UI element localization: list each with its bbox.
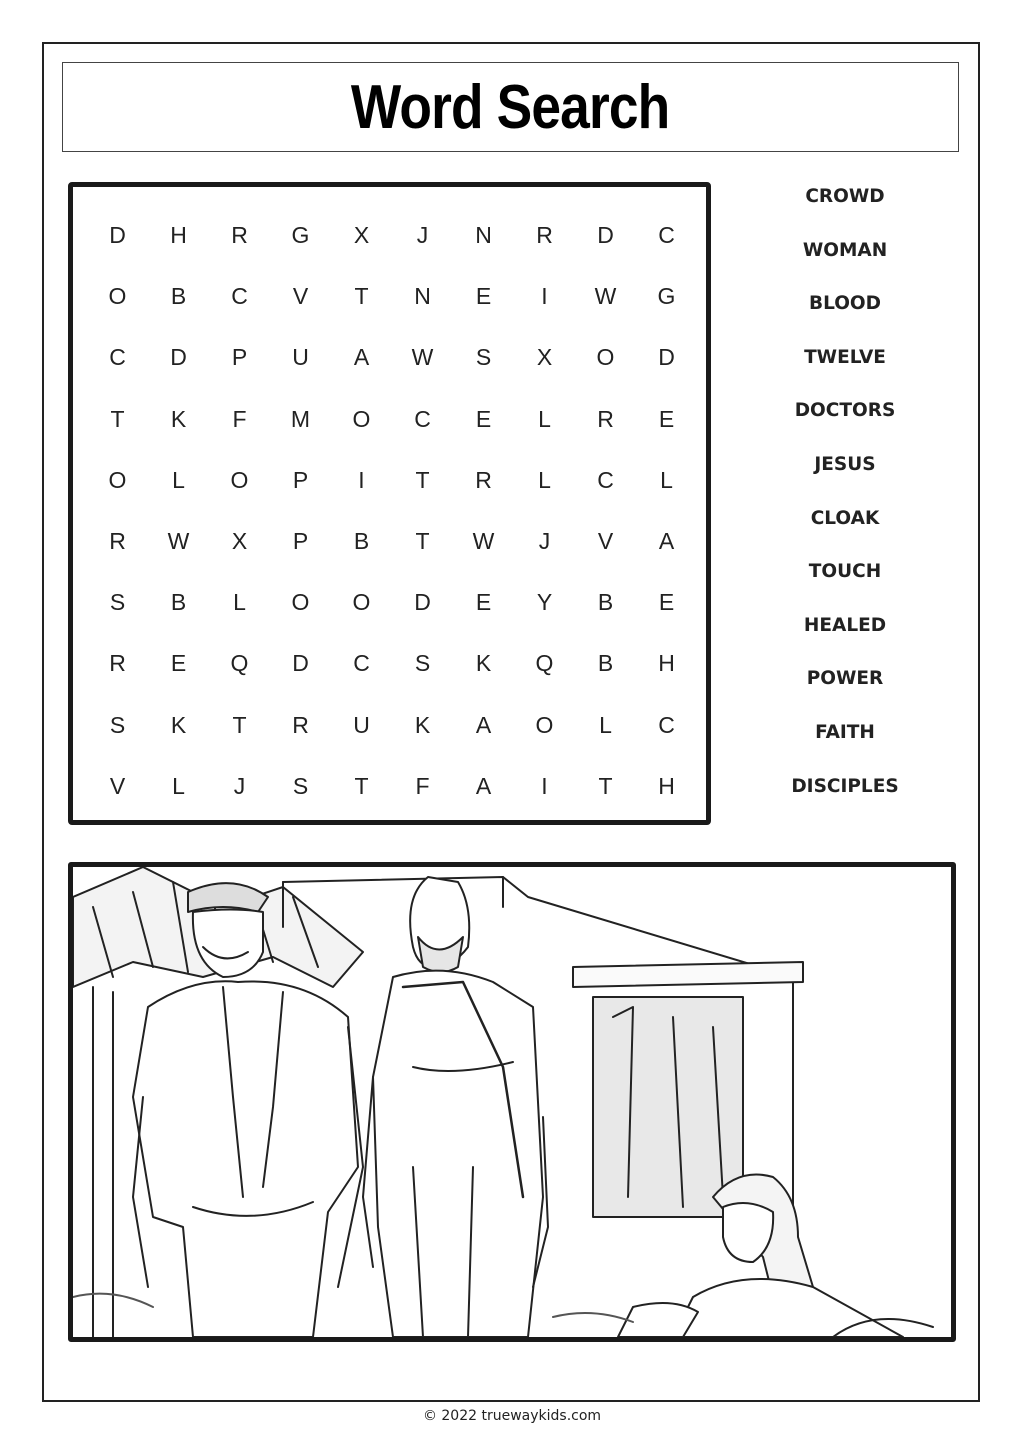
illustration-panel xyxy=(68,862,956,1342)
word-list-item: CLOAK xyxy=(810,507,880,529)
grid-cell: C xyxy=(353,650,370,677)
grid-cell: R xyxy=(536,222,553,248)
grid-cell: O xyxy=(230,466,249,493)
grid-cell: E xyxy=(658,405,675,432)
grid-cell: R xyxy=(109,527,126,554)
word-list-item: JESUS xyxy=(814,453,876,475)
grid-cell: F xyxy=(415,772,430,799)
grid-cell: E xyxy=(475,405,492,432)
grid-cell: W xyxy=(167,527,190,554)
grid-cell: L xyxy=(172,772,185,799)
grid-cell: B xyxy=(170,283,187,310)
grid-cell: L xyxy=(538,466,551,493)
grid-cell: M xyxy=(290,405,311,432)
grid-cell: C xyxy=(658,222,675,248)
grid-cell: O xyxy=(108,283,127,310)
word-list-item: WOMAN xyxy=(802,239,888,261)
grid-cell: T xyxy=(354,283,369,310)
grid-cell: E xyxy=(170,650,187,677)
grid-cell: D xyxy=(414,589,431,616)
grid-cell: L xyxy=(660,466,673,493)
grid-cell: G xyxy=(657,283,676,310)
grid-cell: B xyxy=(353,527,370,554)
coloring-illustration xyxy=(73,867,951,1337)
grid-cell: E xyxy=(475,589,492,616)
grid-cell: R xyxy=(109,650,126,677)
grid-cell: O xyxy=(535,711,554,738)
grid-cell: D xyxy=(658,344,675,371)
grid-cell: Y xyxy=(536,589,553,616)
grid-cell: W xyxy=(411,344,434,371)
grid-cell: L xyxy=(172,466,185,493)
grid-cell: R xyxy=(597,405,614,432)
grid-cell: C xyxy=(597,466,614,493)
grid-cell: C xyxy=(231,283,248,310)
grid-cell: O xyxy=(108,466,127,493)
word-list-item: POWER xyxy=(806,668,884,690)
grid-cell: S xyxy=(109,711,126,738)
grid-cell: S xyxy=(475,344,492,371)
grid-cell: B xyxy=(170,589,187,616)
grid-cell: D xyxy=(109,222,126,248)
page-title: Word Search xyxy=(351,73,670,142)
grid-cell: P xyxy=(292,466,309,493)
grid-cell: O xyxy=(352,405,371,432)
grid-cell: D xyxy=(597,222,614,248)
grid-cell: T xyxy=(415,527,430,554)
word-list-item: TOUCH xyxy=(808,561,882,583)
grid-cell: W xyxy=(472,527,495,554)
grid-cell: U xyxy=(353,711,370,738)
grid-cell: K xyxy=(170,405,187,432)
word-list-item: FAITH xyxy=(815,721,875,743)
grid-cell: B xyxy=(597,589,614,616)
grid-cell: R xyxy=(475,466,492,493)
grid-cell: X xyxy=(231,527,248,554)
grid-cell: K xyxy=(414,711,431,738)
grid-cell: V xyxy=(597,527,614,554)
grid-cell: I xyxy=(541,283,548,310)
grid-cell: T xyxy=(110,405,125,432)
grid-cell: Q xyxy=(230,650,249,677)
grid-cell: S xyxy=(292,772,309,799)
grid-cell: U xyxy=(292,344,309,371)
grid-cell: O xyxy=(596,344,615,371)
grid-cell: D xyxy=(292,650,309,677)
grid-cell: X xyxy=(536,344,553,371)
grid-cell: F xyxy=(232,405,247,432)
grid-cell: L xyxy=(538,405,551,432)
grid-cell: C xyxy=(414,405,431,432)
grid-cell: S xyxy=(414,650,431,677)
grid-cell: J xyxy=(416,222,429,248)
word-list-item: DISCIPLES xyxy=(791,775,899,797)
grid-cell: D xyxy=(170,344,187,371)
grid-cell: K xyxy=(475,650,492,677)
grid-cell: Q xyxy=(535,650,554,677)
grid-cell: R xyxy=(292,711,309,738)
grid-cell: A xyxy=(353,344,370,371)
word-search-grid-box xyxy=(68,182,711,825)
word-list-item: DOCTORS xyxy=(794,400,896,422)
grid-cell: H xyxy=(658,650,675,677)
grid-cell: N xyxy=(475,222,492,248)
grid-cell: T xyxy=(232,711,247,738)
grid-cell: J xyxy=(233,772,246,799)
grid-cell: K xyxy=(170,711,187,738)
letter-grid xyxy=(87,205,697,815)
grid-cell: P xyxy=(292,527,309,554)
grid-cell: A xyxy=(475,711,492,738)
grid-cell: V xyxy=(109,772,126,799)
grid-cell: B xyxy=(597,650,614,677)
grid-cell: C xyxy=(109,344,126,371)
copyright-footer: © 2022 truewaykids.com xyxy=(422,1408,602,1424)
grid-cell: O xyxy=(352,589,371,616)
grid-cell: J xyxy=(538,527,551,554)
grid-cell: H xyxy=(170,222,187,248)
grid-cell: I xyxy=(358,466,365,493)
grid-cell: E xyxy=(658,589,675,616)
grid-cell: R xyxy=(231,222,248,248)
word-list-item: CROWD xyxy=(805,186,885,207)
grid-cell: G xyxy=(291,222,310,248)
grid-cell: P xyxy=(231,344,248,371)
grid-cell: S xyxy=(109,589,126,616)
grid-cell: O xyxy=(291,589,310,616)
grid-cell: W xyxy=(594,283,617,310)
grid-cell: L xyxy=(599,711,612,738)
grid-cell: A xyxy=(658,527,675,554)
grid-cell: T xyxy=(598,772,613,799)
grid-cell: E xyxy=(475,283,492,310)
grid-cell: I xyxy=(541,772,548,799)
title-box xyxy=(62,62,959,152)
word-list-item: HEALED xyxy=(803,614,887,636)
grid-cell: L xyxy=(233,589,246,616)
grid-cell: T xyxy=(354,772,369,799)
grid-cell: V xyxy=(292,283,309,310)
grid-cell: N xyxy=(414,283,431,310)
grid-cell: X xyxy=(353,222,370,248)
grid-cell: T xyxy=(415,466,430,493)
word-list-item: BLOOD xyxy=(808,293,882,315)
grid-cell: A xyxy=(475,772,492,799)
grid-cell: C xyxy=(658,711,675,738)
grid-cell: H xyxy=(658,772,675,799)
word-list xyxy=(770,170,920,813)
word-list-item: TWELVE xyxy=(804,346,886,368)
